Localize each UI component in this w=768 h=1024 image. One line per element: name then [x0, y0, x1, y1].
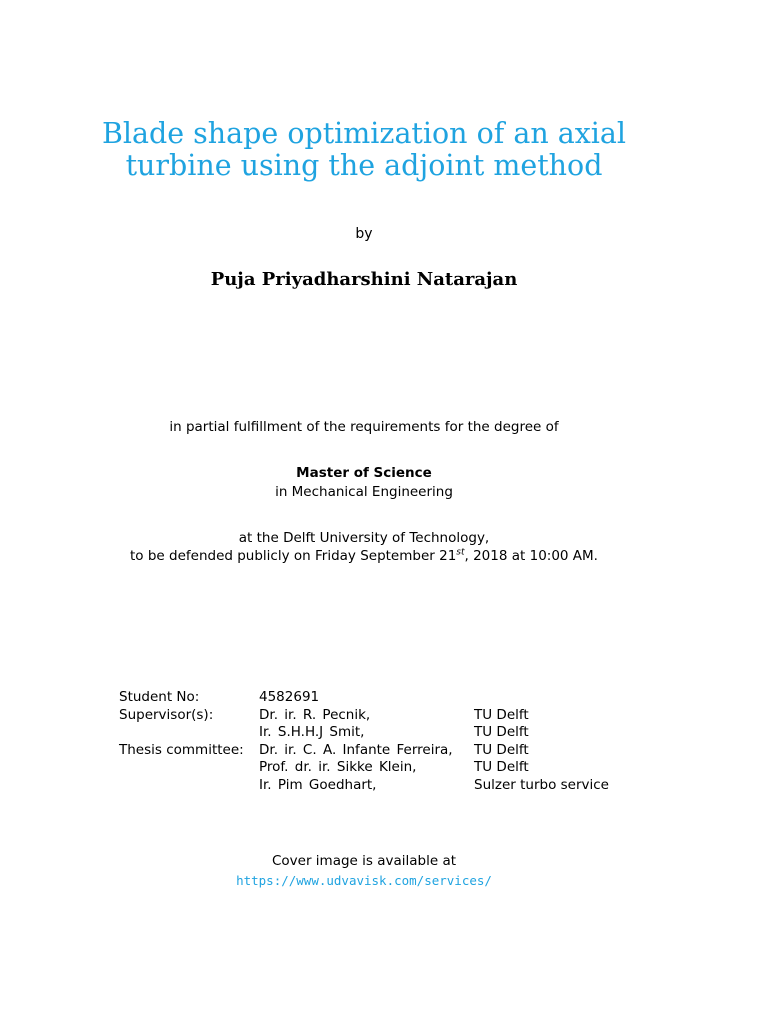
thesis-title [0, 118, 728, 182]
table-row [119, 759, 609, 777]
by-label: by [355, 226, 373, 242]
defense-date-prefix: to be defended publicly on Friday September 21 [130, 548, 457, 564]
table-row [119, 689, 609, 707]
committee-affiliation: TU Delft [474, 706, 529, 723]
cover-image-note: Cover image is available at [271, 853, 457, 869]
committee-label: Thesis committee: [119, 741, 244, 758]
committee-affiliation: TU Delft [474, 759, 529, 776]
committee-member: 4582691 [259, 689, 320, 705]
committee-affiliation: TU Delft [474, 724, 529, 741]
committee-affiliation: Sulzer turbo service [474, 776, 609, 793]
committee-affiliation: TU Delft [474, 741, 529, 758]
thesis-title-line-2: turbine using the adjoint method [125, 149, 603, 182]
committee-affiliation [474, 689, 609, 707]
degree-field: in Mechanical Engineering [275, 484, 453, 500]
cover-image-link[interactable]: https://www.udvavisk.com/services/ [236, 873, 492, 888]
fulfillment-statement: in partial fulfillment of the requirements for the degree of [169, 419, 559, 435]
defense-date-suffix: , 2018 at 10:00 AM. [464, 548, 598, 564]
committee-label [119, 724, 259, 742]
thesis-title-line-1: Blade shape optimization of an axial [101, 117, 627, 150]
committee-member: Ir. Pim Goedhart, [259, 776, 377, 793]
committee-label: Supervisor(s): [119, 706, 214, 723]
committee-label [119, 777, 259, 795]
committee-label [119, 759, 259, 777]
committee-member: Ir. S.H.H.J Smit, [259, 724, 365, 741]
university-line: at the Delft University of Technology, [238, 530, 490, 546]
table-row [119, 707, 609, 725]
committee-member: Prof. dr. ir. Sikke Klein, [259, 759, 417, 776]
table-row [119, 724, 609, 742]
committee-member: Dr. ir. R. Pecnik, [259, 706, 371, 723]
table-row [119, 742, 609, 760]
defense-date-line [0, 547, 728, 565]
committee-member: Dr. ir. C. A. Infante Ferreira, [259, 741, 453, 758]
committee-table [119, 689, 609, 795]
author-name: Puja Priyadharshini Natarajan [210, 269, 518, 290]
table-row [119, 777, 609, 795]
committee-label: Student No: [119, 689, 200, 705]
defense-date-ordinal: st [456, 547, 465, 558]
degree-name: Master of Science [296, 465, 432, 481]
